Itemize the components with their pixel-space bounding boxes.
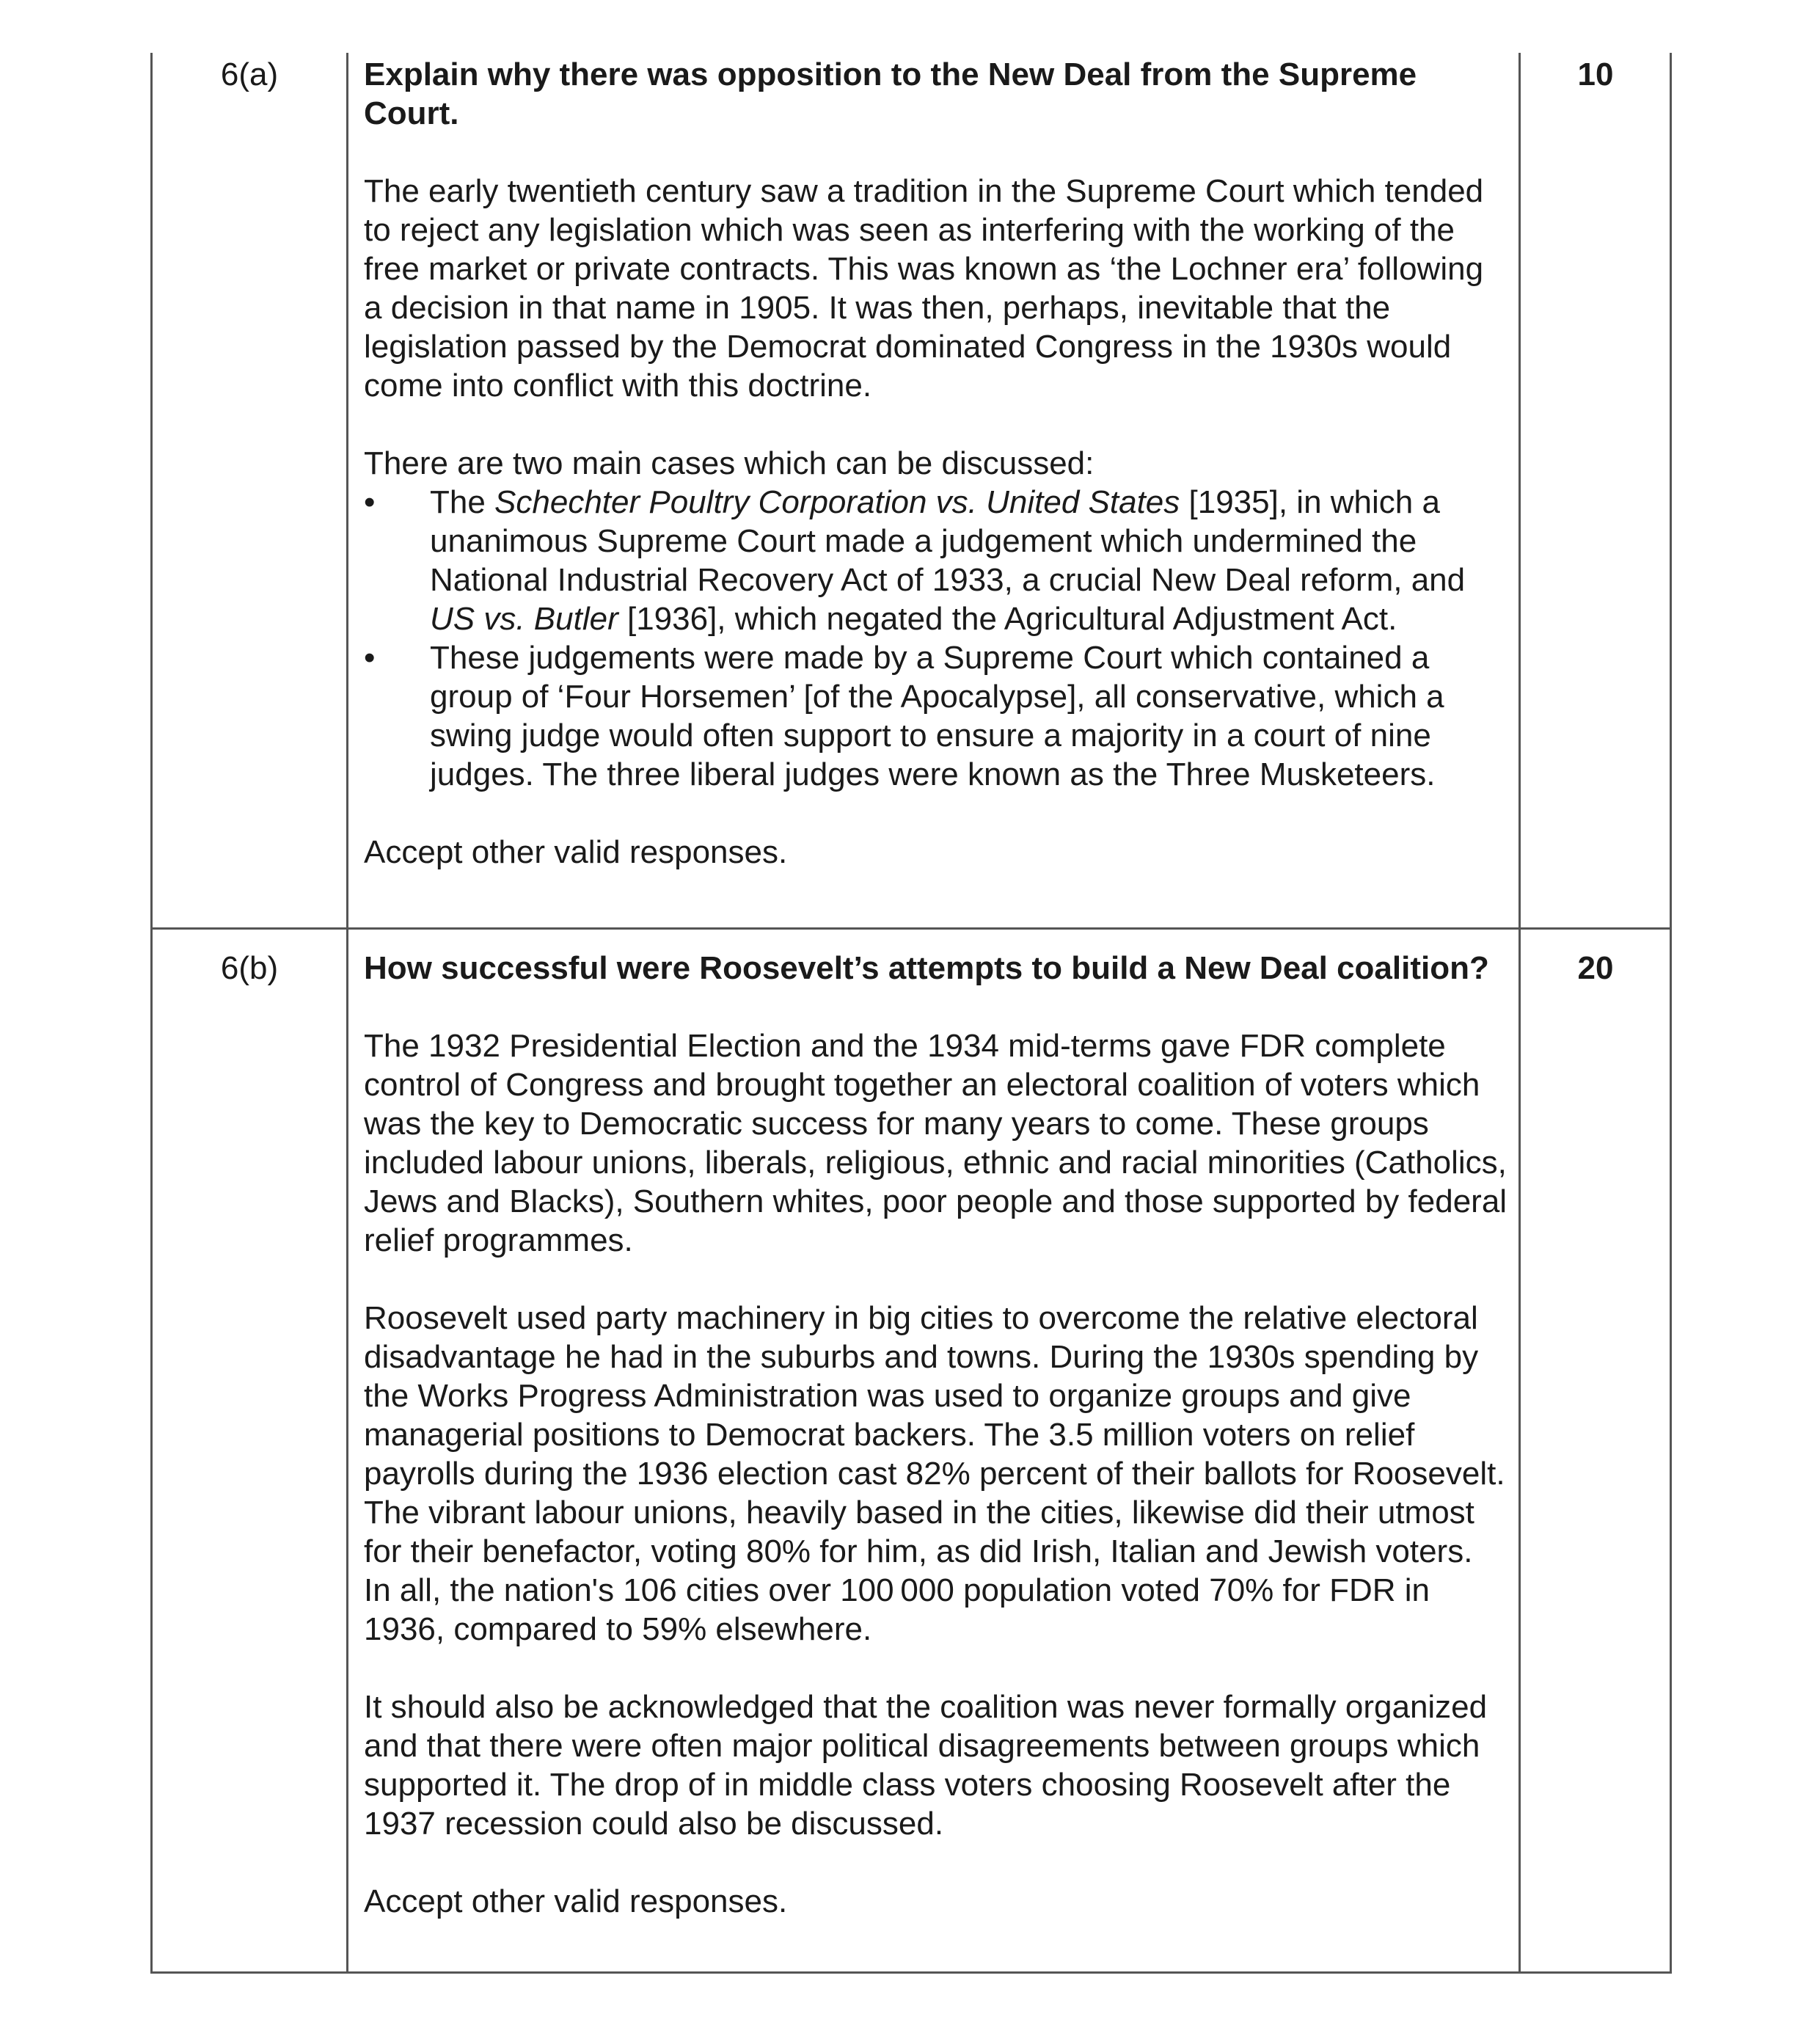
closing-note-6a: Accept other valid responses. <box>364 834 788 870</box>
case-name: Schechter Poultry Corporation vs. United States <box>494 484 1180 520</box>
answer-content-6b <box>364 949 1508 1921</box>
closing-note-6b: Accept other valid responses. <box>364 1883 788 1919</box>
bullet-text: The <box>430 484 495 520</box>
table-divider-number <box>346 53 348 1974</box>
table-border-left <box>150 53 153 1974</box>
bullet-text: [1936], which negated the Agricultural Adjustment Act. <box>618 601 1397 637</box>
answer-content-6a <box>364 55 1508 872</box>
question-text-6b: How successful were Roosevelt’s attempts to build a New Deal coalition? <box>364 950 1489 986</box>
table-border-right <box>1670 53 1672 1974</box>
paragraph-6a-1: The early twentieth century saw a tradition in the Supreme Court which tended to reject any legislation which was seen as interfering with the working of the free market or private contracts. This was known as ‘the Lochner era’ following a decision in that name in 1905. It was then, perhaps, inevitable that the legislation passed by the Democrat dominated Congress in the 1930s would come into conflict with this doctrine. <box>364 173 1484 404</box>
case-name: US vs. Butler <box>430 601 618 637</box>
list-lead-6a: There are two main cases which can be discussed: <box>364 445 1094 481</box>
bullet-item-6a-2: • These judgements were made by a Supreme Court which contained a group of ‘Four Horsemen’ [of the Apocalypse], all conservative, which a swing judge would often support to ensure a majority in a court of nine judges. The three liberal judges were known as the Three Musketeers. <box>364 638 1508 794</box>
bullet-item-6a-1 <box>364 483 1508 638</box>
table-border-bottom <box>150 1971 1672 1974</box>
marks-6b: 20 <box>1577 950 1614 986</box>
bullet-text: [1935], in which a unanimous Supreme Court made a judgement which undermined the National Industrial Recovery Act of 1933, a crucial New Deal reform, and <box>430 484 1466 598</box>
row-divider <box>150 927 1672 930</box>
question-number-6a: 6(a) <box>220 56 279 92</box>
paragraph-6b-3: It should also be acknowledged that the coalition was never formally organized and that there were often major political disagreements between groups which supported it. The drop of in middle class voters choosing Roosevelt after the 1937 recession could also be discussed. <box>364 1689 1488 1842</box>
table-divider-marks <box>1519 53 1521 1974</box>
question-number-6b: 6(b) <box>220 950 279 986</box>
paragraph-6b-1: The 1932 Presidential Election and the 1934 mid-terms gave FDR complete control of Congress and brought together an electoral coalition of voters which was the key to Democratic success for many years to come. These groups included labour unions, liberals, religious, ethnic and racial minorities (Catholics, Jews and Blacks), Southern whites, poor people and those supported by federal relief programmes. <box>364 1028 1507 1258</box>
paragraph-6b-2: Roosevelt used party machinery in big cities to overcome the relative electoral disadvantage he had in the suburbs and towns. During the 1930s spending by the Works Progress Administration was used to organize groups and give managerial positions to Democrat backers. The 3.5 million voters on relief payrolls during the 1936 election cast 82% percent of their ballots for Roosevelt. The vibrant labour unions, heavily based in the cities, likewise did their utmost for their benefactor, voting 80% for him, as did Irish, Italian and Jewish voters. In all, the nation's 106 cities over 100 000 population voted 70% for FDR in 1936, compared to 59% elsewhere. <box>364 1300 1505 1647</box>
marks-6a: 10 <box>1577 56 1614 92</box>
bullet-list-6a <box>364 483 1508 794</box>
question-text-6a: Explain why there was opposition to the New Deal from the Supreme Court. <box>364 56 1417 131</box>
